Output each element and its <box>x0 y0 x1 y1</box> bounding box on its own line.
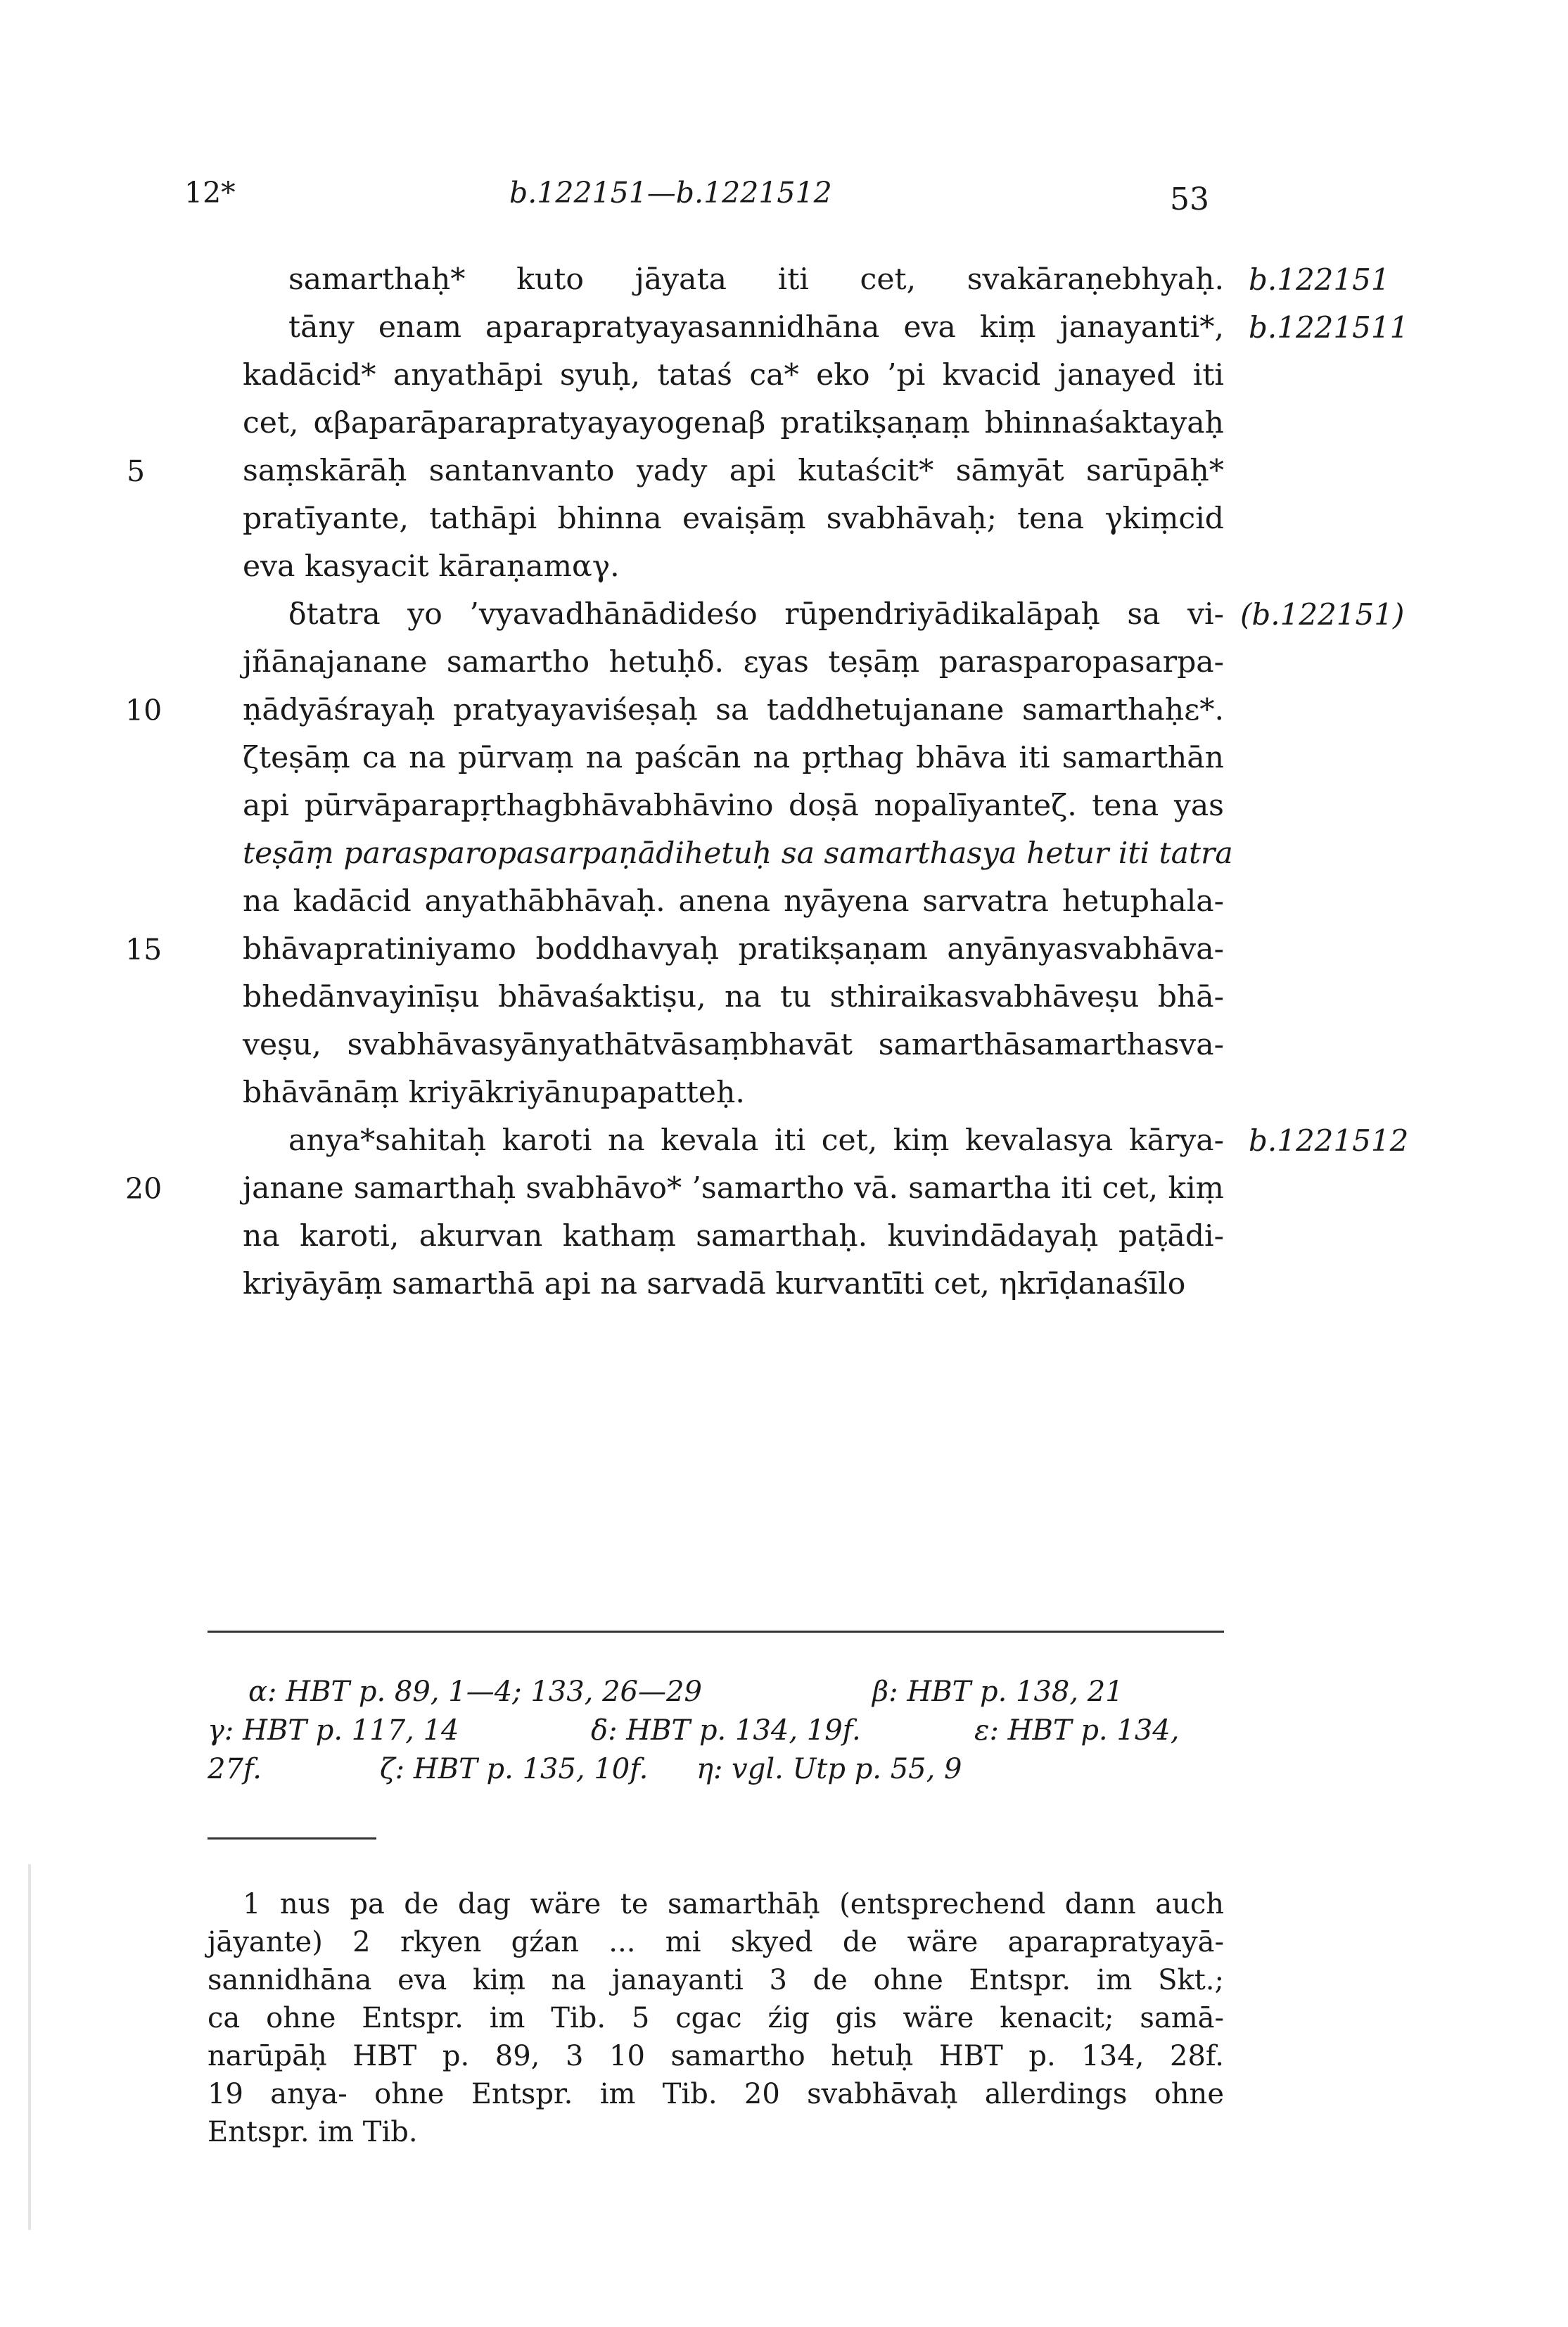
text-line: samarthaḥ* kuto jāyata iti cet, svakāraṇebhyaḥ. <box>288 262 1224 297</box>
text-line: veṣu, svabhāvasyānyathātvāsaṃbhavāt samarthāsamarthasva- <box>243 1028 1224 1062</box>
apparatus-entry: α: HBT p. 89, 1—4; 133, 26—29 <box>248 1676 702 1708</box>
text-line: saṃskārāḥ santanvanto yady api kutaścit* sāmyāt sarūpāḥ* <box>243 454 1224 488</box>
line-number: 15 <box>125 933 162 967</box>
apparatus-entry: η: vgl. Utp p. 55, 9 <box>696 1753 962 1785</box>
text-line: api pūrvāparapṛthagbhāvabhāvino doṣā nopalīyanteζ. tena yas <box>243 789 1224 823</box>
apparatus-line <box>208 1673 1224 1711</box>
apparatus-entry: δ: HBT p. 134, 19f. <box>591 1714 861 1747</box>
line-number: 10 <box>125 694 162 727</box>
text-line: eva kasyacit kāraṇamαγ. <box>243 549 620 584</box>
margin-ref: b.1221512 <box>1249 1123 1409 1158</box>
apparatus-entry: ζ: HBT p. 135, 10f. <box>380 1753 649 1785</box>
text-line: na karoti, akurvan kathaṃ samarthaḥ. kuvindādayaḥ paṭādi- <box>243 1219 1224 1254</box>
text-line: pratīyante, tathāpi bhinna evaiṣāṃ svabhāvaḥ; tena γkiṃcid <box>243 502 1224 536</box>
text-line: tāny enam aparapratyayasannidhāna eva kiṃ janayanti*, <box>288 310 1224 345</box>
footnote-line: 19 anya- ohne Entspr. im Tib. 20 svabhāvaḥ allerdings ohne <box>208 2078 1224 2110</box>
apparatus-line <box>208 1711 1224 1750</box>
text-line: δtatra yo ’vyavadhānādideśo rūpendriyādikalāpaḥ sa vi- <box>288 597 1224 632</box>
text-line: bhāvapratiniyamo boddhavyaḥ pratikṣaṇam anyānyasvabhāva- <box>243 932 1224 967</box>
text-line: kadācid* anyathāpi syuḥ, tataś ca* eko ’pi kvacid janayed iti <box>243 358 1224 393</box>
text-line: bhedānvayinīṣu bhāvaśaktiṣu, na tu sthiraikasvabhāveṣu bhā- <box>243 980 1224 1014</box>
header-left: 12* <box>184 176 236 210</box>
margin-ref: (b.122151) <box>1240 597 1405 632</box>
header-center: b.122151—b.1221512 <box>509 176 832 210</box>
footnote-line: sannidhāna eva kiṃ na janayanti 3 de ohne Entspr. im Skt.; <box>208 1964 1224 1996</box>
text-line: janane samarthaḥ svabhāvo* ’samartho vā. samartha iti cet, kiṃ <box>243 1171 1224 1206</box>
apparatus-line <box>208 1750 1224 1789</box>
text-line: teṣāṃ parasparopasarpaṇādihetuḥ sa samarthasya hetur iti tatra <box>243 836 1233 871</box>
apparatus-entry: 27f. <box>208 1753 262 1785</box>
footnote-line: Entspr. im Tib. <box>208 2116 418 2148</box>
footnote-rule <box>208 1837 376 1840</box>
text-line: bhāvānāṃ kriyākriyānupapatteḥ. <box>243 1076 745 1110</box>
apparatus-entry: γ: HBT p. 117, 14 <box>208 1714 459 1747</box>
text-line: na kadācid anyathābhāvaḥ. anena nyāyena sarvatra hetuphala- <box>243 884 1224 919</box>
line-number: 20 <box>125 1172 162 1206</box>
footnote-line: 1 nus pa de dag wäre te samarthāḥ (entsprechend dann auch <box>243 1888 1224 1920</box>
text-line: cet, αβaparāparapratyayayogenaβ pratikṣaṇaṃ bhinnaśaktayaḥ <box>243 406 1224 440</box>
footnote-line: jāyante) 2 rkyen gźan ... mi skyed de wäre aparapratyayā- <box>208 1926 1224 1958</box>
text-line: kriyāyāṃ samarthā api na sarvadā kurvantīti cet, ηkrīḍanaśīlo <box>243 1267 1186 1301</box>
text-line: jñānajanane samartho hetuḥδ. εyas teṣāṃ parasparopasarpa- <box>243 645 1224 680</box>
text-line: ζteṣāṃ ca na pūrvaṃ na paścān na pṛthag bhāva iti samarthān <box>243 741 1224 775</box>
text-line: anya*sahitaḥ karoti na kevala iti cet, kiṃ kevalasya kārya- <box>288 1123 1224 1158</box>
text-line: ṇādyāśrayaḥ pratyayaviśeṣaḥ sa taddhetujanane samarthaḥε*. <box>243 693 1224 727</box>
apparatus-rule <box>208 1631 1224 1633</box>
apparatus-entry: β: HBT p. 138, 21 <box>872 1676 1123 1708</box>
footnote-line: narūpāḥ HBT p. 89, 3 10 samartho hetuḥ HBT p. 134, 28f. <box>208 2040 1224 2072</box>
apparatus-entry: ε: HBT p. 134, <box>974 1714 1180 1747</box>
margin-ref: b.122151 <box>1249 262 1390 297</box>
page-number: 53 <box>1170 181 1209 217</box>
margin-ref: b.1221511 <box>1249 310 1409 345</box>
footnote-line: ca ohne Entspr. im Tib. 5 cgac źig gis wäre kenacit; samā- <box>208 2002 1224 2034</box>
scan-edge <box>28 1864 31 2230</box>
line-number: 5 <box>127 454 146 488</box>
